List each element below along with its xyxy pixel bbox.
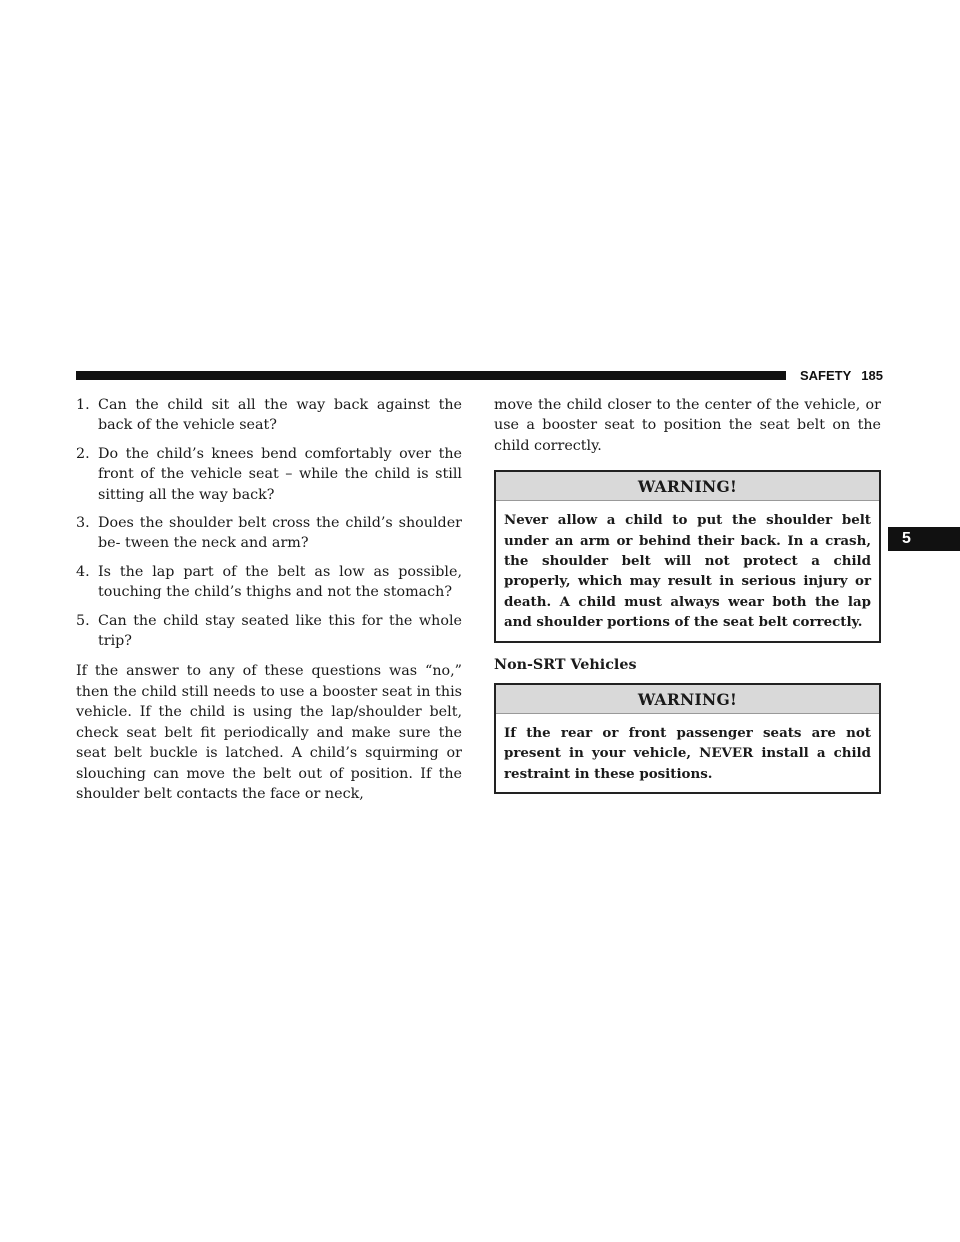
warning-text: Never allow a child to put the shoulder belt under an arm or behind their back. In a crash, the shoulder belt will not protect a child properly, which may result in serious injury or death. A child must always wear both the lap and shoulder portions of the seat belt correctly. (504, 512, 871, 631)
section-title: SAFETY (800, 368, 852, 383)
warning-title: WARNING! (496, 685, 879, 714)
body-paragraph: If the answer to any of these questions was “no,” then the child still needs to use a booster seat in this vehicle. If the child is using the lap/shoulder belt, check seat belt fit periodically and make sure the seat belt buckle is latched. A child’s squirming or slouching can move the belt out of position. If the shoulder belt contacts the face or neck, (76, 663, 462, 802)
checklist (76, 395, 462, 651)
header-rule (76, 371, 786, 380)
warning-title: WARNING! (496, 472, 879, 501)
right-column (494, 395, 881, 794)
list-item (76, 513, 462, 554)
list-number: 2. (76, 445, 90, 462)
warning-box (494, 470, 881, 642)
list-number: 1. (76, 397, 90, 413)
page-number: 185 (861, 368, 883, 383)
list-item (76, 562, 462, 603)
list-text: Do the child’s knees bend comfortably over the front of the vehicle seat – while the child is still sitting all the way back? (98, 445, 462, 503)
warning-box (494, 683, 881, 794)
list-text: Does the shoulder belt cross the child’s shoulder be- tween the neck and arm? (98, 515, 462, 552)
list-item (76, 444, 462, 505)
list-text: Can the child stay seated like this for the whole trip? (98, 612, 462, 650)
list-number: 4. (76, 563, 90, 580)
chapter-tab: 5 (888, 527, 960, 551)
warning-text: If the rear or front passenger seats are not present in your vehicle, NEVER install a child restraint in these positions. (504, 725, 871, 782)
section-heading: Non-SRT Vehicles (494, 656, 637, 673)
list-number: 3. (76, 515, 90, 532)
continued-paragraph: move the child closer to the center of the vehicle, or use a booster seat to position the seat belt on the child correctly. (494, 397, 881, 454)
list-text: Can the child sit all the way back against the back of the vehicle seat? (98, 397, 462, 434)
list-item (76, 611, 462, 652)
list-number: 5. (76, 612, 90, 629)
list-text: Is the lap part of the belt as low as possible, touching the child’s thighs and not the stomach? (98, 563, 462, 601)
running-header (800, 368, 890, 384)
list-item (76, 395, 462, 436)
left-column (76, 395, 462, 804)
